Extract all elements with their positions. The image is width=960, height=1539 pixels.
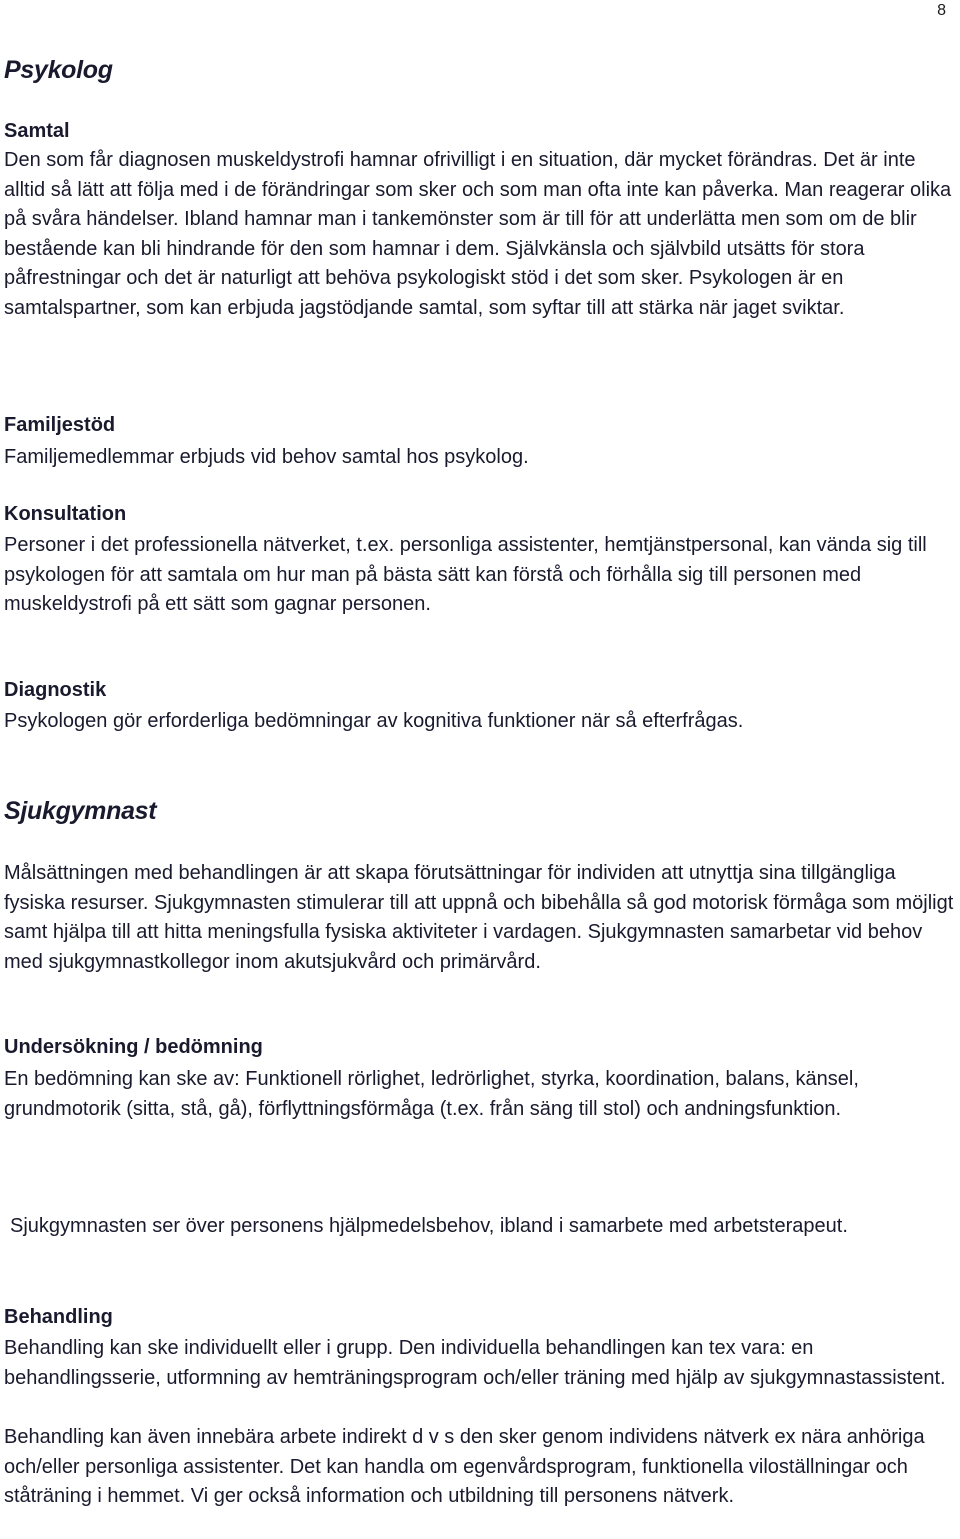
paragraph-undersokning: En bedömning kan ske av: Funktionell rörlighet, ledrörlighet, styrka, koordination, balans, känsel, grundmotorik (sitta, stå, gå), förflyttningsförmåga (t.ex. från säng till stol) och andningsfunktion. bbox=[4, 1068, 859, 1120]
heading-familjestod: Familjestöd bbox=[4, 414, 116, 436]
heading-behandling: Behandling bbox=[4, 1306, 113, 1328]
section-title-sjukgymnast: Sjukgymnast bbox=[4, 797, 157, 825]
paragraph-sjukgymnast-intro: Målsättningen med behandlingen är att skapa förutsättningar för individen att utnyttja sina tillgängliga fysiska resurser. Sjukgymnasten stimulerar till att uppnå och bibehålla så god motorisk förmåga som möjligt samt hjälpa till att hitta meningsfulla fysiska aktiviteter i vardagen. Sjukgymnasten samarbetar vid behov med sjukgymnastkollegor inom akutsjukvård och primärvård. bbox=[4, 862, 954, 973]
heading-konsultation: Konsultation bbox=[4, 503, 127, 525]
paragraph-hjalpmedel: Sjukgymnasten ser över personens hjälpmedelsbehov, ibland i samarbete med arbetsterapeut. bbox=[10, 1215, 848, 1237]
heading-undersokning: Undersökning / bedömning bbox=[4, 1036, 263, 1058]
paragraph-behandling-1: Behandling kan ske individuellt eller i grupp. Den individuella behandlingen kan tex vara: en behandlingsserie, utformning av hemträningsprogram och/eller träning med hjälp av sjukgymnastassistent. bbox=[4, 1337, 946, 1389]
paragraph-konsultation: Personer i det professionella nätverket, t.ex. personliga assistenter, hemtjänstpersonal, kan vända sig till psykologen för att samtala om hur man på bästa sätt kan förstå och förhålla sig till personen med muskeldystrofi på ett sätt som gagnar personen. bbox=[4, 534, 927, 616]
paragraph-behandling-2: Behandling kan även innebära arbete indirekt d v s den sker genom individens nätverk ex nära anhöriga och/eller personliga assistenter. Det kan handla om egenvårdsprogram, funktionella viloställningar och ståträning i hemmet. Vi ger också information och utbildning till personens nätverk. bbox=[4, 1426, 925, 1508]
paragraph-diagnostik: Psykologen gör erforderliga bedömningar av kognitiva funktioner när så efterfrågas. bbox=[4, 710, 744, 732]
heading-samtal: Samtal bbox=[4, 120, 70, 142]
paragraph-samtal: Den som får diagnosen muskeldystrofi hamnar ofrivilligt i en situation, där mycket förändras. Det är inte alltid så lätt att följa med i de förändringar som sker och som man ofta inte kan påverka. Man reagerar olika på svåra händelser. Ibland hamnar man i tankemönster som är till för att underlätta men som om de blir bestående kan bli hindrande för den som hamnar i dem. Självkänsla och självbild utsätts för stora påfrestningar och det är naturligt att behöva psykologiskt stöd i det som sker. Psykologen är en samtalspartner, som kan erbjuda jagstödjande samtal, som syftar till att stärka när jaget sviktar. bbox=[4, 149, 952, 319]
heading-diagnostik: Diagnostik bbox=[4, 679, 107, 701]
paragraph-familjestod: Familjemedlemmar erbjuds vid behov samtal hos psykolog. bbox=[4, 446, 529, 468]
section-title-psykolog: Psykolog bbox=[4, 56, 113, 84]
page-number: 8 bbox=[937, 2, 946, 19]
